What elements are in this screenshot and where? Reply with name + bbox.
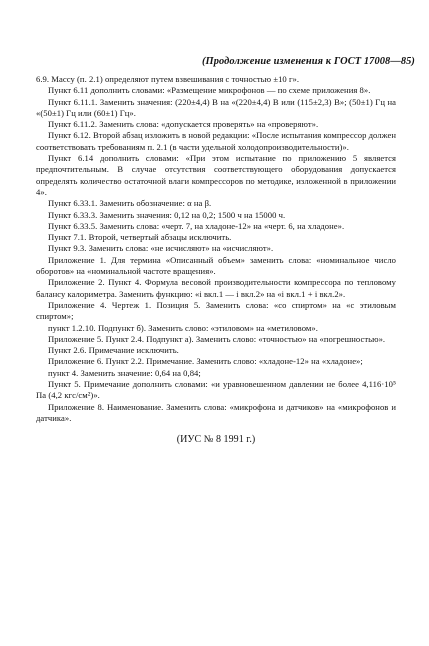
running-header: (Продолжение изменения к ГОСТ 17008—85) [201, 56, 415, 67]
paragraph-6-33-5: Пункт 6.33.5. Заменить слова: «черт. 7, на хладоне-12» на «черт. 6, на хладоне». [48, 220, 345, 231]
paragraph-appendix-8: Приложение 8. Наименование. Заменить слова: «микрофона и датчиков» на «микрофонов и датчика». [36, 401, 396, 423]
document-body [36, 74, 396, 446]
paragraph-appendix-2: Приложение 2. Пункт 4. Формула весовой производительности компрессора по тепловому балансу калориметра. Заменить функцию: «i вкл.1 — i вкл.2» на «i вкл.1 + i вкл.2». [36, 277, 396, 299]
paragraph-6-33-1: Пункт 6.33.1. Заменить обозначение: α на β. [48, 198, 212, 209]
paragraph-appendix-4: Приложение 4. Чертеж 1. Позиция 5. Заменить слова: «со спиртом» на «с этиловым спиртом»; [36, 299, 396, 322]
paragraph-6-9: 6.9. Массу (п. 2.1) определяют путем взвешивания с точностью ±10 г». [36, 74, 300, 84]
paragraph-6-12: Пункт 6.12. Второй абзац изложить в новой редакции: «После испытания компрессор должен соответствовать требованиям п. 2.1 (в части удельной холодопроизводительности)». [36, 130, 396, 152]
paragraph-6-33-3: Пункт 6.33.3. Заменить значения: 0,12 на 0,2; 1500 ч на 15000 ч. [48, 209, 286, 220]
paragraph-7-1: Пункт 7.1. Второй, четвертый абзацы исключить. [48, 232, 232, 243]
paragraph-appendix-1: Приложение 1. Для термина «Описанный объем» заменить слова: «номинальное число оборотов» на «номинальной частоте вращения». [36, 254, 396, 277]
paragraph-appendix-6-item-4: пункт 4. Заменить значение: 0,64 на 0,84; [48, 367, 201, 378]
paragraph-9-3: Пункт 9.3. Заменить слова: «не исчисляют» на «исчисляют». [48, 243, 274, 254]
paragraph-appendix-5-item-2-6: Пункт 2.6. Примечание исключить. [48, 345, 179, 356]
publication-reference: (ИУС № 8 1991 г.) [176, 434, 256, 446]
paragraph-appendix-5: Приложение 5. Пункт 2.4. Подпункт а). Заменить слово: «точностью» на «погрешностью». [48, 333, 386, 344]
paragraph-6-11-1: Пункт 6.11.1. Заменить значения: (220±4,4) В на «(220±4,4) В или (115±2,3) В»; (50±1) Гц на «(50±1) Гц или (60±1) Гц». [36, 96, 396, 118]
paragraph-6-14: Пункт 6.14 дополнить словами: «При этом испытание по приложению 5 является предпочтительным. В случае отсутствия соответствующего оборудования допускается определять количество остаточной влаги компрессоров по методике, изложенной в приложении 4». [36, 153, 396, 197]
paragraph-appendix-6-item-5: Пункт 5. Примечание дополнить словами: «и уравновешенном давлении не более 4,116·10⁵ Па (4,2 кгс/см²)». [36, 379, 396, 401]
paragraph-appendix-4-item-1-2-10: пункт 1.2.10. Подпункт б). Заменить слово: «этиловом» на «метиловом». [48, 322, 318, 333]
paragraph-6-11-2: Пункт 6.11.2. Заменить слова: «допускается проверять» на «проверяют». [48, 119, 319, 130]
paragraph-appendix-6: Приложение 6. Пункт 2.2. Примечание. Заменить слово: «хладоне-12» на «хладоне»; [48, 356, 363, 367]
paragraph-6-11: Пункт 6.11 дополнить словами: «Размещение микрофонов — по схеме приложения 8». [48, 85, 371, 96]
